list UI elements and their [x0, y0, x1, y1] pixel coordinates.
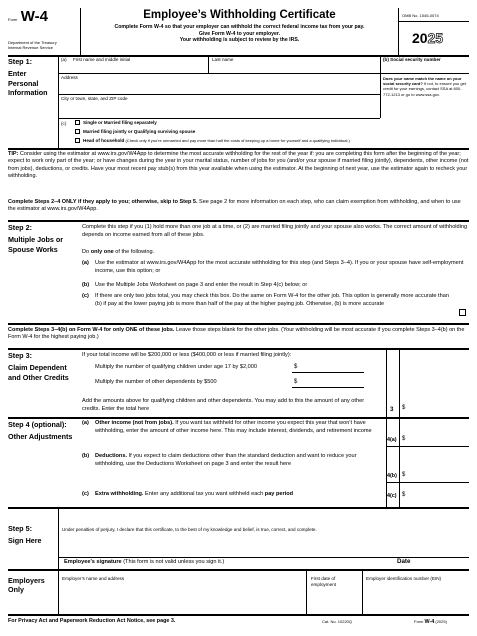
step2-do-prefix: Do [82, 249, 91, 255]
department-block [8, 40, 78, 50]
step4-c-marker: (c) [82, 491, 89, 497]
header-divider-right [398, 8, 399, 55]
name-divider [208, 55, 209, 73]
step4-b-marker: (b) [82, 453, 90, 459]
other-dependents-input[interactable] [300, 378, 362, 387]
step2-intro: Complete this step if you (1) hold more than one job at a time, or (2) are married filing jointly and your spouse also works. The correct amount of withholding depends on income earned from all of these jobs. [82, 224, 468, 238]
name-match-bold: Does your name match the name on your social security card? [383, 76, 462, 87]
step2-a-marker: (a) [82, 260, 89, 266]
step3-line1-underline [292, 372, 364, 373]
step3-number: Step 3: [8, 351, 32, 360]
step2-label [8, 223, 72, 254]
privacy-notice: For Privacy Act and Paperwork Reduction Act Notice, see page 3. [8, 618, 176, 624]
step5-bottom-rule [8, 569, 469, 571]
filing-joint-label: Married filing jointly or Qualifying surviving spouse [83, 129, 196, 134]
form-word: Form [8, 17, 18, 22]
filing-joint-row[interactable] [75, 129, 195, 135]
step1-divider [58, 55, 59, 148]
signature-caption [64, 559, 224, 567]
step5-title: Sign Here [8, 536, 42, 546]
step3-line1-dollar: $ [294, 364, 298, 370]
step1-title: Enter Personal Information [8, 69, 48, 98]
steps-2-4-note [8, 199, 469, 214]
employers-divider-2 [306, 569, 307, 614]
step4c-dollar: $ [402, 492, 406, 498]
step4-col-divider-b [399, 417, 400, 507]
step4c-line-number: 4(c) [387, 493, 397, 499]
step3-line2-text: Multiply the number of other dependents by $500 [95, 379, 217, 385]
step2-do-bold: only one [90, 249, 114, 255]
step2-title: Multiple Jobs or Spouse Works [8, 235, 64, 254]
step3-col-divider-b [399, 348, 400, 417]
dept-line-1: Department of the Treasury [8, 40, 57, 45]
tip-lead: TIP: [8, 151, 19, 157]
row-rule-3 [58, 118, 380, 119]
form-title: Employee’s Withholding Certificate [143, 9, 336, 21]
step4-b-paragraph [95, 453, 380, 468]
step4-number: Step 4 (optional): [8, 420, 67, 429]
step1-bottom-rule [8, 148, 469, 150]
filing-hoh-checkbox[interactable] [75, 138, 80, 143]
date-input[interactable] [398, 538, 466, 555]
title-block [82, 9, 397, 44]
qualifying-children-input[interactable] [300, 363, 362, 372]
filing-single-row[interactable] [75, 120, 157, 126]
first-date-label: First date of employment [311, 576, 337, 587]
step2-do-suffix: of the following. [113, 249, 155, 255]
step3-intro: If your total income will be $200,000 or less ($400,000 or less if married filing jointly): [82, 352, 292, 358]
step3-line2-underline [292, 387, 364, 388]
employer-name-input[interactable] [62, 585, 302, 610]
footer-form-word: Form [414, 619, 424, 624]
step4-title: Other Adjustments [8, 432, 73, 442]
step3-total-text: Add the amounts above for qualifying children and other dependents. You may add to this the amount of any other credits. Enter the total here [82, 398, 365, 412]
dept-line-2: Internal Revenue Service [8, 45, 53, 51]
footer-form-id [414, 619, 447, 626]
step4-a-marker: (a) [82, 420, 89, 426]
steps-2-4-bold: Complete Steps 2–4 ONLY if they apply to you; otherwise, skip to Step 5. [8, 199, 198, 205]
step5-label [8, 524, 58, 546]
ein-input[interactable] [366, 592, 466, 610]
footer-form-year: (2025) [435, 619, 447, 624]
employers-divider-3 [362, 569, 363, 614]
step2-bottom-rule [8, 323, 469, 325]
step4a-line-number: 4(a) [387, 437, 397, 443]
step4-label [8, 420, 74, 442]
filing-single-label: Single or Married filing separately [83, 120, 157, 125]
row-rule-1 [58, 73, 469, 74]
step5-number: Step 5: [8, 524, 32, 533]
step1-a-marker: (a) [61, 57, 67, 62]
filing-hoh-label: Head of household [83, 138, 125, 143]
step2-top-rule [8, 220, 469, 222]
first-date-input[interactable] [311, 592, 359, 610]
signature-rest: (This form is not valid unless you sign it.) [123, 559, 225, 565]
other-income-input[interactable] [409, 433, 467, 445]
step1-c-marker: (c) [61, 121, 67, 126]
step1-number: Step 1: [8, 57, 32, 66]
catalog-number: Cat. No. 10220Q [322, 619, 353, 624]
extra-withholding-input[interactable] [409, 489, 467, 501]
step2-c-text: If there are only two jobs total, you may check this box. Do the same on Form W-4 for the other job. This option is generally more accurate than (b) if pay at the lower paying job is more than half of the pay at the higher paying job. Otherwise, (b) is more accurate [95, 293, 449, 307]
omb-divider [398, 21, 469, 22]
step3-col-divider-a [386, 348, 387, 417]
step4b-line-number: 4(b) [387, 473, 397, 479]
last-name-label: Last name [212, 57, 234, 62]
first-name-label: First name and middle initial [73, 57, 131, 62]
step4-bottom-rule [8, 507, 469, 509]
step4-c-bold: Extra withholding. [95, 491, 144, 497]
filing-joint-checkbox[interactable] [75, 129, 80, 134]
step5-divider [58, 507, 59, 569]
tax-year-suffix: 25 [427, 30, 444, 46]
perjury-statement: Under penalties of perjury, I declare that this certificate, to the best of my knowledge and belief, is true, correct, and complete. [62, 527, 317, 532]
form-code: W-4 [20, 8, 48, 25]
signature-input[interactable] [62, 538, 394, 555]
employers-divider [58, 569, 59, 614]
subtitle-2: Give Form W-4 to your employer. [198, 30, 281, 37]
two-jobs-checkbox[interactable] [459, 309, 466, 316]
step3-line-number: 3 [390, 406, 394, 413]
subtitle-1: Complete Form W-4 so that your employer can withhold the correct federal income tax from your pay. [114, 24, 365, 31]
steps-3-4b-note [8, 327, 469, 342]
city-input[interactable] [61, 103, 377, 114]
step3-line2-dollar: $ [294, 379, 298, 385]
step2-c-marker: (c) [82, 293, 89, 299]
first-name-input[interactable] [70, 64, 205, 73]
step4-b-bold: Deductions. [95, 453, 128, 459]
step4-c-text: Enter any additional tax you want withheld each [145, 491, 264, 497]
tax-year-prefix: 20 [412, 30, 428, 46]
employer-name-label: Employer’s name and address [62, 576, 125, 581]
step3-total-dollar: $ [402, 405, 406, 411]
step3-total-input[interactable] [409, 402, 467, 414]
step3-line1-text: Multiply the number of qualifying children under age 17 by $2,000 [95, 364, 258, 370]
tax-year [412, 30, 443, 48]
step4-c-paragraph [95, 491, 380, 499]
ein-label: Employer identification number (EIN) [366, 576, 442, 581]
last-name-input[interactable] [212, 64, 377, 73]
step4a-rule [386, 446, 469, 447]
footer-form-code: W-4 [424, 619, 435, 625]
step2-number: Step 2: [8, 223, 32, 232]
omb-number: OMB No. 1545-0074 [402, 13, 439, 18]
address-input[interactable] [61, 82, 377, 92]
step2-a-text: Use the estimator at www.irs.gov/W4App for the most accurate withholding for this step (and Steps 3–4). If you or your spouse have self-employment income, use this option; or [95, 260, 464, 274]
step2-b-marker: (b) [82, 282, 90, 288]
ssa-divider [380, 73, 381, 118]
row-rule-2 [58, 94, 380, 95]
subtitle-3: Your withholding is subject to review by the IRS. [179, 37, 300, 44]
step4-a-text: If you want tax withheld for other income you expect this year that won’t have withholding, enter the amount of other income here. This may include interest, dividends, and retirement income [95, 420, 372, 434]
deductions-input[interactable] [409, 469, 467, 481]
name-match-note [383, 76, 469, 97]
ssn-label: (b) Social security number [383, 57, 441, 62]
steps-3-4b-bold: Complete Steps 3–4(b) on Form W-4 for only ONE of these jobs. [8, 327, 175, 333]
filing-hoh-note: (Check only if you’re unmarried and pay more than half the costs of keeping up a home for yourself and a qualifying individual.) [125, 138, 350, 143]
step4b-rule [386, 482, 469, 483]
employers-only-label: Employers Only [8, 576, 45, 595]
step1-label [8, 57, 58, 97]
form-id-block [8, 8, 48, 27]
step3-title: Claim Dependent and Other Credits [8, 363, 69, 382]
step2-b-text: Use the Multiple Jobs Worksheet on page 3 and enter the result in Step 4(c) below; or [95, 282, 308, 288]
header-divider-left [80, 8, 81, 55]
form-bottom-rule [8, 614, 469, 616]
ssn-input[interactable] [383, 64, 467, 73]
signature-bold: Employee’s signature [64, 559, 122, 565]
city-label: City or town, state, and ZIP code [61, 96, 128, 101]
step4b-dollar: $ [402, 472, 406, 478]
filing-hoh-row[interactable] [75, 138, 350, 144]
steps-2-4-rest: See page 2 for more information on each step, who can claim exemption from withholding, and when to use the estimator at www.irs.gov/W4App. [8, 199, 461, 213]
step4-a-bold: Other income (not from jobs). [95, 420, 174, 426]
date-label: Date [397, 558, 411, 565]
step4a-dollar: $ [402, 436, 406, 442]
ssn-divider [380, 55, 381, 73]
step4-b-text: If you expect to claim deductions other than the standard deduction and want to reduce your withholding, use the Deductions Worksheet on page 3 and enter the result here [95, 453, 357, 467]
name-match-rest: If not, to ensure you get credit for your earnings, contact SSA at 800-772-1213 or go to www.ssa.gov. [383, 81, 466, 97]
step3-label [8, 351, 74, 382]
tip-text: Consider using the estimator at www.irs.gov/W4App to determine the most accurate withholding for the rest of the year if: you are completing this form after the beginning of the year; expect to work only part of the year; or have changes during the year in your marital status, number of jobs for you (and/or your spouse if married filing jointly), dependents, other income (not from jobs), deductions, or credits. Have your most recent pay stub(s) from this year available when using the estimator. At the beginning of next year, use the estimator again to recheck your withholding. [8, 151, 469, 180]
step2-do-only [82, 249, 154, 257]
filing-single-checkbox[interactable] [75, 120, 80, 125]
steps-3-4b-rest: Leave those steps blank for the other jobs. (Your withholding will be most accurate if you complete Steps 3–4(b) on the Form W-4 for the highest paying job.) [8, 327, 465, 341]
step4-a-paragraph [95, 420, 380, 435]
step4-c-bold2: pay period [264, 491, 294, 497]
address-label: Address [61, 75, 78, 80]
tip-paragraph [8, 151, 469, 181]
